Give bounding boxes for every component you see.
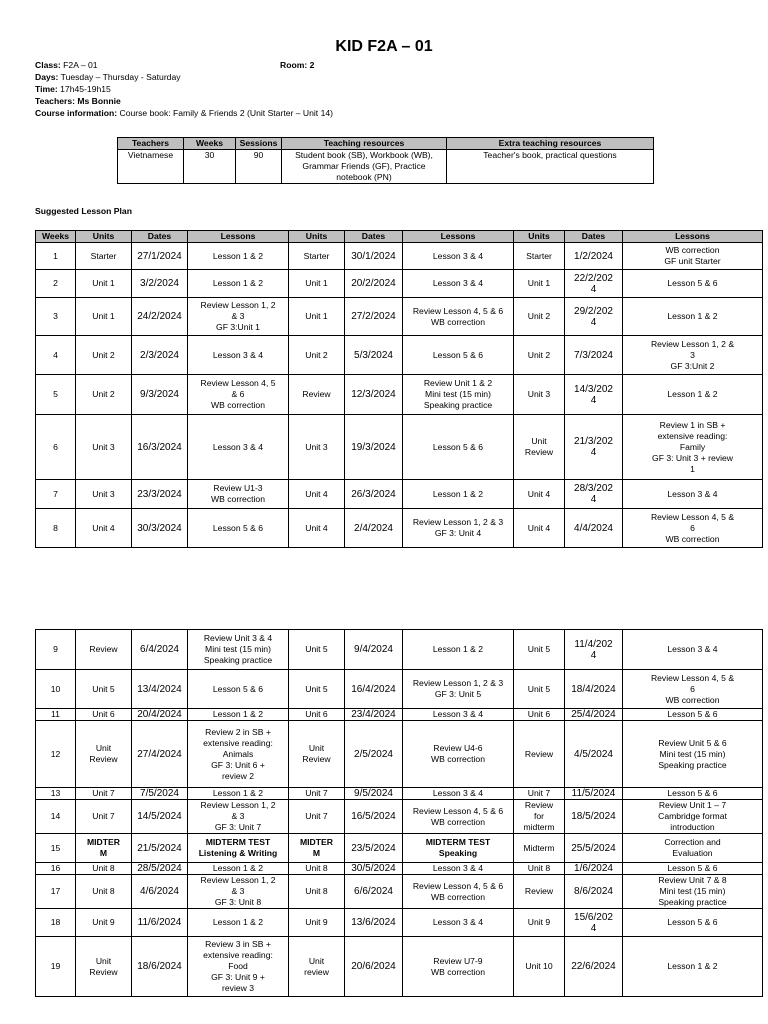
plan-cell: Lesson 5 & 6 <box>623 709 763 721</box>
plan-cell: Review Lesson 4, 5 & 6 WB correction <box>623 509 763 548</box>
plan-cell: Unit 8 <box>76 863 132 875</box>
plan-row <box>36 243 763 270</box>
plan-cell: Lesson 1 & 2 <box>188 909 289 937</box>
plan-cell: Review Lesson 1, 2 & 3 GF 3:Unit 1 <box>188 298 289 336</box>
plan-row <box>36 788 763 800</box>
plan-cell: 14/3/202 4 <box>565 375 623 415</box>
days-line <box>35 71 181 83</box>
plan-cell: Review Unit 5 & 6 Mini test (15 min) Speaking practice <box>623 721 763 788</box>
plan-cell: Review 3 in SB + extensive reading: Food GF 3: Unit 9 + review 3 <box>188 937 289 997</box>
teachers-line <box>35 95 121 107</box>
plan-cell: 2/5/2024 <box>345 721 403 788</box>
plan-cell: Unit 9 <box>289 909 345 937</box>
plan-header-cell: Dates <box>345 231 403 243</box>
plan-cell: Unit 4 <box>289 509 345 548</box>
plan-row <box>36 270 763 298</box>
plan-cell: Review U7-9 WB correction <box>403 937 514 997</box>
plan-cell: Review Unit 1 & 2 Mini test (15 min) Speaking practice <box>403 375 514 415</box>
plan-cell: Unit 5 <box>76 670 132 709</box>
plan-cell: Unit 2 <box>514 336 565 375</box>
plan-cell: Lesson 1 & 2 <box>403 630 514 670</box>
plan-cell: 11/6/2024 <box>132 909 188 937</box>
plan-cell: Unit 5 <box>289 630 345 670</box>
plan-cell: Unit 3 <box>76 415 132 480</box>
plan-cell: MIDTER M <box>76 834 132 863</box>
plan-header-cell: Lessons <box>623 231 763 243</box>
plan-cell: 29/2/202 4 <box>565 298 623 336</box>
plan-cell: 13 <box>36 788 76 800</box>
plan-cell: Unit 4 <box>76 509 132 548</box>
plan-cell: Unit 3 <box>289 415 345 480</box>
plan-header-cell: Dates <box>565 231 623 243</box>
resources-cell: Vietnamese <box>118 150 184 184</box>
plan-cell: Review Unit 3 & 4 Mini test (15 min) Speaking practice <box>188 630 289 670</box>
resources-row <box>118 150 654 184</box>
plan-cell: 8 <box>36 509 76 548</box>
plan-cell: Lesson 3 & 4 <box>403 709 514 721</box>
plan-row <box>36 415 763 480</box>
plan-cell: 28/3/202 4 <box>565 480 623 509</box>
plan-cell: Unit 5 <box>514 670 565 709</box>
plan-cell: Unit 4 <box>289 480 345 509</box>
plan-header-cell: Units <box>76 231 132 243</box>
plan-cell: 23/4/2024 <box>345 709 403 721</box>
resources-header-row <box>118 138 654 150</box>
resources-cell: 30 <box>184 150 236 184</box>
plan-cell: Lesson 5 & 6 <box>623 270 763 298</box>
plan-cell: Review Lesson 1, 2 & 3 GF 3: Unit 4 <box>403 509 514 548</box>
plan-cell: Review U1-3 WB correction <box>188 480 289 509</box>
time-line <box>35 83 111 95</box>
plan-cell: 3/2/2024 <box>132 270 188 298</box>
plan-cell: 16/5/2024 <box>345 800 403 834</box>
plan-cell: 20/4/2024 <box>132 709 188 721</box>
plan-cell: Unit 2 <box>289 336 345 375</box>
plan-cell: Lesson 3 & 4 <box>403 270 514 298</box>
plan-cell: Review <box>76 630 132 670</box>
plan-cell: 4/6/2024 <box>132 875 188 909</box>
plan-cell: 12/3/2024 <box>345 375 403 415</box>
plan-cell: 5/3/2024 <box>345 336 403 375</box>
plan-row <box>36 336 763 375</box>
plan-cell: Review Lesson 4, 5 & 6 WB correction <box>403 800 514 834</box>
plan-cell: Review Unit 1 – 7 Cambridge format introduction <box>623 800 763 834</box>
plan-cell: Lesson 1 & 2 <box>623 937 763 997</box>
plan-cell: Lesson 5 & 6 <box>403 415 514 480</box>
plan-cell: 8/6/2024 <box>565 875 623 909</box>
plan-cell: 20/6/2024 <box>345 937 403 997</box>
class-line <box>35 59 98 71</box>
plan-row <box>36 375 763 415</box>
plan-cell: Unit 9 <box>76 909 132 937</box>
plan-cell: 17 <box>36 875 76 909</box>
plan-cell: Unit 6 <box>289 709 345 721</box>
room-line: Room: 2 <box>280 60 315 70</box>
plan-cell: Unit 7 <box>76 800 132 834</box>
plan-cell: 11 <box>36 709 76 721</box>
plan-cell: Starter <box>76 243 132 270</box>
resources-cell: Teacher's book, practical questions <box>447 150 654 184</box>
plan-cell: 26/3/2024 <box>345 480 403 509</box>
plan-header-cell: Weeks <box>36 231 76 243</box>
plan-cell: 4/5/2024 <box>565 721 623 788</box>
plan-cell: Unit 8 <box>76 875 132 909</box>
plan-cell: Starter <box>514 243 565 270</box>
plan-cell: Review 1 in SB + extensive reading: Family GF 3: Unit 3 + review 1 <box>623 415 763 480</box>
plan-row <box>36 298 763 336</box>
plan-cell: 22/2/202 4 <box>565 270 623 298</box>
plan-cell: Unit 8 <box>289 875 345 909</box>
plan-cell: Review 2 in SB + extensive reading: Animals GF 3: Unit 6 + review 2 <box>188 721 289 788</box>
plan-cell: 13/6/2024 <box>345 909 403 937</box>
course-label: Course information: <box>35 108 118 118</box>
plan-cell: Lesson 1 & 2 <box>188 788 289 800</box>
plan-cell: Lesson 5 & 6 <box>188 670 289 709</box>
class-label: Class: <box>35 60 61 70</box>
plan-row <box>36 863 763 875</box>
plan-cell: Unit Review <box>76 937 132 997</box>
plan-row <box>36 630 763 670</box>
plan-cell: 14 <box>36 800 76 834</box>
plan-cell: MIDTER M <box>289 834 345 863</box>
plan-cell: 9/3/2024 <box>132 375 188 415</box>
plan-cell: 16 <box>36 863 76 875</box>
plan-cell: Lesson 5 & 6 <box>623 788 763 800</box>
plan-cell: Review Lesson 1, 2 & 3 GF 3: Unit 8 <box>188 875 289 909</box>
plan-cell: 1/6/2024 <box>565 863 623 875</box>
plan-cell: 30/1/2024 <box>345 243 403 270</box>
plan-cell: 27/4/2024 <box>132 721 188 788</box>
plan-cell: Unit 1 <box>289 270 345 298</box>
plan-cell: Lesson 5 & 6 <box>188 509 289 548</box>
course-value: Course book: Family & Friends 2 (Unit Starter – Unit 14) <box>117 108 334 118</box>
plan-row <box>36 721 763 788</box>
plan-cell: 9/5/2024 <box>345 788 403 800</box>
plan-cell: Unit 1 <box>514 270 565 298</box>
plan-cell: Unit 10 <box>514 937 565 997</box>
plan-cell: 6/6/2024 <box>345 875 403 909</box>
plan-cell: 21/5/2024 <box>132 834 188 863</box>
resources-header-cell: Teaching resources <box>282 138 447 150</box>
plan-cell: Review U4-6 WB correction <box>403 721 514 788</box>
plan-cell: Unit 5 <box>514 630 565 670</box>
plan-cell: Review Lesson 1, 2 & 3 GF 3:Unit 2 <box>623 336 763 375</box>
plan-cell: Unit review <box>289 937 345 997</box>
plan-cell: Correction and Evaluation <box>623 834 763 863</box>
plan-cell: 7/3/2024 <box>565 336 623 375</box>
plan-cell: 27/2/2024 <box>345 298 403 336</box>
plan-cell: 30/3/2024 <box>132 509 188 548</box>
plan-cell: 15 <box>36 834 76 863</box>
plan-cell: WB correction GF unit Starter <box>623 243 763 270</box>
plan-cell: Review <box>289 375 345 415</box>
plan-cell: Unit 5 <box>289 670 345 709</box>
plan-cell: 6 <box>36 415 76 480</box>
plan-cell: Unit 1 <box>76 298 132 336</box>
plan-cell: Lesson 1 & 2 <box>403 480 514 509</box>
plan-cell: 10 <box>36 670 76 709</box>
plan-cell: 15/6/202 4 <box>565 909 623 937</box>
plan-cell: Unit Review <box>514 415 565 480</box>
plan-cell: Unit 7 <box>289 788 345 800</box>
plan-cell: Lesson 1 & 2 <box>188 243 289 270</box>
plan-row <box>36 800 763 834</box>
plan-cell: Lesson 3 & 4 <box>403 863 514 875</box>
plan-cell: 2/3/2024 <box>132 336 188 375</box>
plan-cell: Lesson 5 & 6 <box>623 863 763 875</box>
plan-cell: 18/5/2024 <box>565 800 623 834</box>
plan-cell: Lesson 5 & 6 <box>623 909 763 937</box>
plan-cell: 7/5/2024 <box>132 788 188 800</box>
days-label: Days: <box>35 72 59 82</box>
plan-cell: Unit 4 <box>514 480 565 509</box>
plan-cell: MIDTERM TEST Listening & Writing <box>188 834 289 863</box>
plan-cell: Midterm <box>514 834 565 863</box>
suggested-plan-heading: Suggested Lesson Plan <box>35 206 132 216</box>
plan-cell: Review Lesson 4, 5 & 6 WB correction <box>623 670 763 709</box>
plan-cell: 20/2/2024 <box>345 270 403 298</box>
plan-cell: Unit 8 <box>514 863 565 875</box>
plan-row <box>36 937 763 997</box>
plan-cell: Lesson 3 & 4 <box>188 336 289 375</box>
resources-cell: Student book (SB), Workbook (WB), Grammar Friends (GF), Practice notebook (PN) <box>282 150 447 184</box>
plan-row <box>36 480 763 509</box>
plan-cell: Lesson 1 & 2 <box>188 270 289 298</box>
plan-cell: 4/4/2024 <box>565 509 623 548</box>
plan-cell: 30/5/2024 <box>345 863 403 875</box>
plan-cell: 25/4/2024 <box>565 709 623 721</box>
plan-cell: Lesson 3 & 4 <box>403 243 514 270</box>
plan-cell: 9 <box>36 630 76 670</box>
plan-cell: Lesson 1 & 2 <box>188 709 289 721</box>
plan-cell: Review Lesson 4, 5 & 6 WB correction <box>403 298 514 336</box>
plan-cell: Lesson 3 & 4 <box>403 909 514 937</box>
plan-header-cell: Dates <box>132 231 188 243</box>
plan-cell: Unit 1 <box>289 298 345 336</box>
lesson-plan-table-2 <box>35 629 763 997</box>
plan-cell: 11/4/202 4 <box>565 630 623 670</box>
resources-cell: 90 <box>236 150 282 184</box>
plan-cell: Starter <box>289 243 345 270</box>
plan-cell: Unit Review <box>289 721 345 788</box>
plan-header-cell: Lessons <box>188 231 289 243</box>
plan-cell: 28/5/2024 <box>132 863 188 875</box>
plan-cell: Unit 2 <box>76 336 132 375</box>
plan-cell: 18 <box>36 909 76 937</box>
plan-cell: 6/4/2024 <box>132 630 188 670</box>
plan-cell: Unit 9 <box>514 909 565 937</box>
plan-cell: 25/5/2024 <box>565 834 623 863</box>
plan-cell: Unit 7 <box>76 788 132 800</box>
plan-row <box>36 909 763 937</box>
plan-cell: 18/4/2024 <box>565 670 623 709</box>
resources-header-cell: Sessions <box>236 138 282 150</box>
plan-row <box>36 709 763 721</box>
plan-cell: Lesson 1 & 2 <box>623 298 763 336</box>
plan-cell: 3 <box>36 298 76 336</box>
days-value: Tuesday – Thursday - Saturday <box>58 72 181 82</box>
plan-row <box>36 509 763 548</box>
plan-cell: Unit 6 <box>514 709 565 721</box>
plan-cell: 23/3/2024 <box>132 480 188 509</box>
plan-row <box>36 875 763 909</box>
plan-cell: Unit 3 <box>514 375 565 415</box>
plan-cell: Unit 2 <box>514 298 565 336</box>
plan-cell: Lesson 5 & 6 <box>403 336 514 375</box>
class-value: F2A – 01 <box>60 60 98 70</box>
plan-cell: Unit 7 <box>514 788 565 800</box>
plan-cell: 23/5/2024 <box>345 834 403 863</box>
plan-cell: 18/6/2024 <box>132 937 188 997</box>
resources-header-cell: Weeks <box>184 138 236 150</box>
plan-cell: Review Lesson 4, 5 & 6 WB correction <box>403 875 514 909</box>
plan-cell: Unit 3 <box>76 480 132 509</box>
plan-cell: Review Lesson 1, 2 & 3 GF 3: Unit 7 <box>188 800 289 834</box>
plan-cell: 13/4/2024 <box>132 670 188 709</box>
plan-header-cell: Units <box>514 231 565 243</box>
plan-cell: Unit 8 <box>289 863 345 875</box>
plan-cell: Review <box>514 875 565 909</box>
plan-header-cell: Lessons <box>403 231 514 243</box>
plan-cell: Lesson 1 & 2 <box>623 375 763 415</box>
plan-cell: Unit 4 <box>514 509 565 548</box>
plan-cell: 1/2/2024 <box>565 243 623 270</box>
plan-cell: Unit 2 <box>76 375 132 415</box>
plan-cell: Unit Review <box>76 721 132 788</box>
plan-header-row <box>36 231 763 243</box>
plan-cell: Review for midterm <box>514 800 565 834</box>
plan-cell: 2/4/2024 <box>345 509 403 548</box>
plan-cell: Lesson 1 & 2 <box>188 863 289 875</box>
plan-cell: 19/3/2024 <box>345 415 403 480</box>
resources-table <box>117 137 654 184</box>
plan-cell: 24/2/2024 <box>132 298 188 336</box>
plan-cell: 9/4/2024 <box>345 630 403 670</box>
plan-cell: 16/3/2024 <box>132 415 188 480</box>
teachers-label: Teachers: Ms Bonnie <box>35 96 121 106</box>
plan-cell: 2 <box>36 270 76 298</box>
plan-cell: 7 <box>36 480 76 509</box>
plan-cell: 19 <box>36 937 76 997</box>
plan-cell: 5 <box>36 375 76 415</box>
resources-header-cell: Extra teaching resources <box>447 138 654 150</box>
plan-cell: Review <box>514 721 565 788</box>
plan-cell: MIDTERM TEST Speaking <box>403 834 514 863</box>
plan-cell: Lesson 3 & 4 <box>623 480 763 509</box>
course-line <box>35 107 333 119</box>
plan-cell: Unit 7 <box>289 800 345 834</box>
document-title: KID F2A – 01 <box>335 38 433 55</box>
plan-cell: 14/5/2024 <box>132 800 188 834</box>
plan-cell: Unit 1 <box>76 270 132 298</box>
plan-cell: Unit 6 <box>76 709 132 721</box>
resources-header-cell: Teachers <box>118 138 184 150</box>
plan-cell: Review Unit 7 & 8 Mini test (15 min) Speaking practice <box>623 875 763 909</box>
lesson-plan-table-1 <box>35 230 763 548</box>
plan-row <box>36 670 763 709</box>
plan-cell: 22/6/2024 <box>565 937 623 997</box>
plan-header-cell: Units <box>289 231 345 243</box>
plan-cell: 11/5/2024 <box>565 788 623 800</box>
time-value: 17h45-19h15 <box>57 84 111 94</box>
plan-cell: Lesson 3 & 4 <box>188 415 289 480</box>
plan-cell: Lesson 3 & 4 <box>623 630 763 670</box>
plan-cell: Review Lesson 4, 5 & 6 WB correction <box>188 375 289 415</box>
plan-cell: 1 <box>36 243 76 270</box>
plan-cell: Review Lesson 1, 2 & 3 GF 3: Unit 5 <box>403 670 514 709</box>
plan-cell: 16/4/2024 <box>345 670 403 709</box>
plan-cell: 21/3/202 4 <box>565 415 623 480</box>
plan-row <box>36 834 763 863</box>
plan-cell: 4 <box>36 336 76 375</box>
plan-cell: Lesson 3 & 4 <box>403 788 514 800</box>
time-label: Time: <box>35 84 58 94</box>
plan-cell: 27/1/2024 <box>132 243 188 270</box>
plan-cell: 12 <box>36 721 76 788</box>
